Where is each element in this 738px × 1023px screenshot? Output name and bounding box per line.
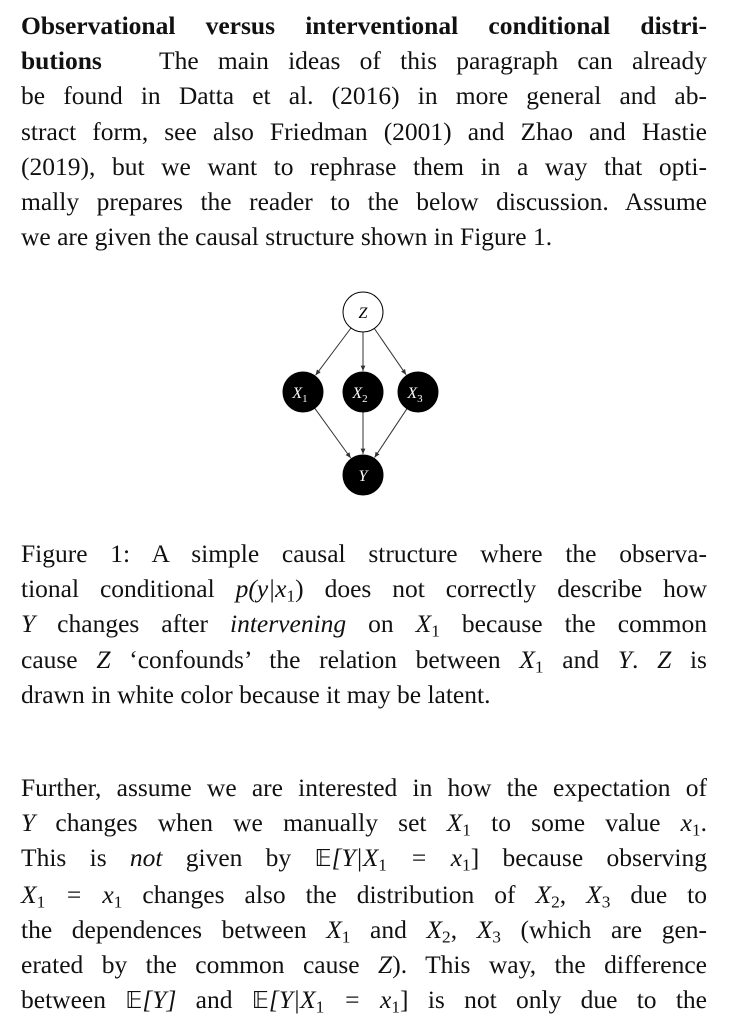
node-X2 [343, 372, 383, 412]
edge-Z-X1 [316, 328, 351, 375]
causal-graph-figure [270, 282, 460, 502]
text-line: mally prepares the reader to the below discussion. Assume [21, 187, 707, 217]
node-label-Y: Y [358, 468, 368, 485]
caption-line: Y changes after intervening on $X_1$ because the common [21, 609, 707, 641]
text-span: The main ideas of this paragraph can already [159, 46, 707, 76]
node-circle-X1 [283, 372, 323, 412]
text-line: This is not given by $𝔼[Y|X_1 = x_1]$ because observing [21, 843, 708, 875]
node-label-X1: $X_1$ [292, 385, 308, 405]
intro-paragraph [21, 8, 707, 254]
caption-line: Figure 1: A simple causal structure where the observa- [21, 539, 707, 568]
edge-X1-Y [315, 408, 351, 458]
node-Z [343, 292, 383, 332]
text-line: be found in Datta et al. (2016) in more general and ab- [21, 81, 707, 111]
node-label-X3: $X_3$ [407, 385, 423, 405]
text-line: (2019), but we want to rephrase them in a way that opti- [21, 151, 707, 181]
body-paragraph [21, 770, 707, 1018]
figure-caption [21, 536, 707, 712]
text-line: we are given the causal structure shown in Figure 1. [21, 222, 553, 252]
caption-line: drawn in white color because it may be latent. [21, 679, 491, 709]
node-circle-X3 [398, 372, 438, 412]
caption-line: cause Z ‘confounds’ the relation between $X_1$ and Y. Z is [21, 644, 707, 676]
text-line: Further, assume we are interested in how the expectation of [21, 773, 707, 802]
text-line: Y changes when we manually set $X_1$ to some value $x_1$. [21, 808, 708, 840]
text-line: erated by the common cause Z). This way, the difference [21, 950, 707, 980]
node-Y [343, 455, 383, 495]
node-label-X2: $X_2$ [352, 385, 368, 405]
section-heading-cont: butions [21, 46, 102, 76]
edge-X3-Y [375, 409, 407, 458]
node-X1 [283, 372, 323, 412]
node-label-Z: Z [358, 305, 368, 322]
text-line: the dependences between $X_1$ and $X_2$, $X_3$ (which are gen- [21, 914, 708, 947]
node-X3 [398, 372, 438, 412]
caption-line: tional conditional $p(y|x_1)$ does not correctly describe how [21, 574, 707, 606]
node-circle-X2 [343, 372, 383, 412]
section-heading: Observational versus interventional conditional distri- [21, 11, 707, 40]
edge-Z-X3 [374, 328, 406, 374]
text-line: stract form, see also Friedman (2001) and Zhao and Hastie [21, 116, 707, 146]
text-line: $X_1 = x_1$ changes also the distribution of $X_2$, $X_3$ due to [21, 879, 707, 911]
text-line: between 𝔼[Y] and $𝔼[Y|X_1 = x_1]$ is not only due to the [21, 985, 707, 1017]
text-line [21, 43, 707, 78]
